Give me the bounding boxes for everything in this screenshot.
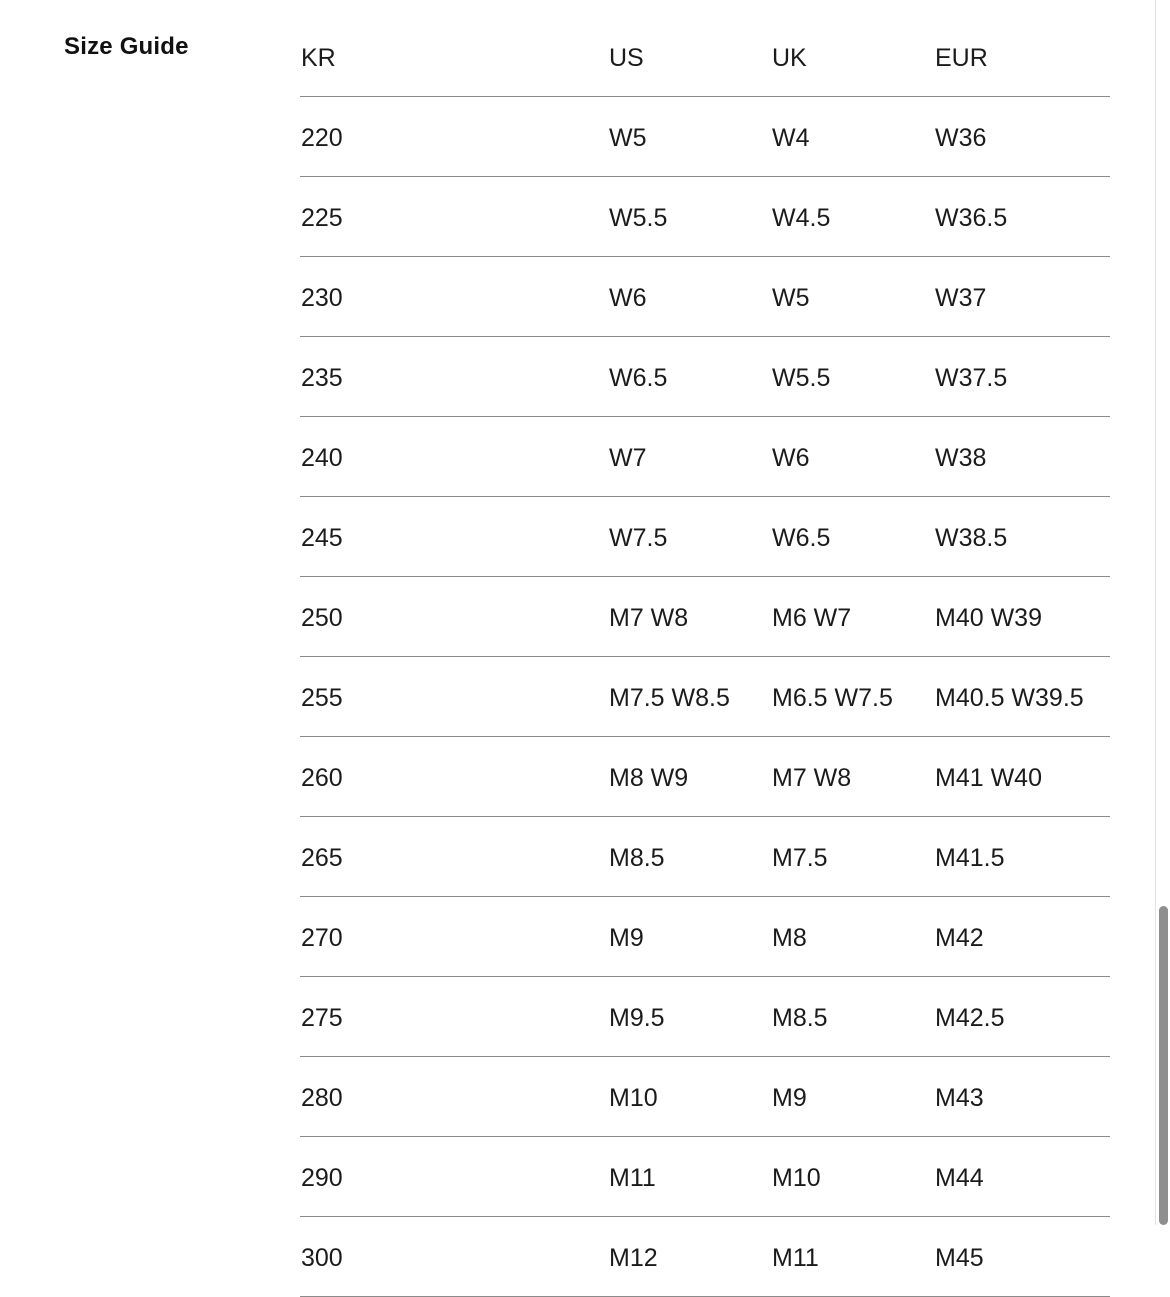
cell-us: M7.5 W8.5 — [608, 657, 771, 737]
cell-eur: M41.5 — [934, 817, 1110, 897]
cell-uk: W5.5 — [771, 337, 934, 417]
cell-us: M8 W9 — [608, 737, 771, 817]
cell-kr: 265 — [300, 817, 608, 897]
scrollbar-thumb[interactable] — [1159, 906, 1168, 1225]
cell-us: W7 — [608, 417, 771, 497]
table-row — [300, 577, 1110, 657]
cell-uk: M8.5 — [771, 977, 934, 1057]
size-conversion-table — [300, 24, 1110, 1297]
cell-kr: 230 — [300, 257, 608, 337]
cell-eur: W36 — [934, 97, 1110, 177]
cell-kr: 220 — [300, 97, 608, 177]
cell-kr: 225 — [300, 177, 608, 257]
cell-uk: M7 W8 — [771, 737, 934, 817]
page-title: Size Guide — [64, 33, 189, 60]
table-row — [300, 417, 1110, 497]
cell-uk: W4 — [771, 97, 934, 177]
cell-us: M12 — [608, 1217, 771, 1297]
cell-eur: M40.5 W39.5 — [934, 657, 1110, 737]
cell-us: M9 — [608, 897, 771, 977]
table-row — [300, 1217, 1110, 1297]
table-row — [300, 817, 1110, 897]
cell-kr: 255 — [300, 657, 608, 737]
cell-eur: W38 — [934, 417, 1110, 497]
cell-kr: 300 — [300, 1217, 608, 1297]
cell-uk: M7.5 — [771, 817, 934, 897]
cell-eur: W37 — [934, 257, 1110, 337]
cell-uk: W6.5 — [771, 497, 934, 577]
cell-kr: 250 — [300, 577, 608, 657]
cell-us: M9.5 — [608, 977, 771, 1057]
cell-us: M10 — [608, 1057, 771, 1137]
column-header-eur: EUR — [934, 24, 1110, 97]
cell-uk: M8 — [771, 897, 934, 977]
cell-eur: M40 W39 — [934, 577, 1110, 657]
size-guide-table-container — [300, 24, 1110, 1297]
table-row — [300, 177, 1110, 257]
cell-us: M11 — [608, 1137, 771, 1217]
cell-us: M7 W8 — [608, 577, 771, 657]
cell-uk: W6 — [771, 417, 934, 497]
table-row — [300, 1057, 1110, 1137]
table-header-row — [300, 24, 1110, 97]
table-row — [300, 97, 1110, 177]
cell-eur: M44 — [934, 1137, 1110, 1217]
cell-us: W6.5 — [608, 337, 771, 417]
cell-kr: 290 — [300, 1137, 608, 1217]
table-body — [300, 97, 1110, 1297]
table-row — [300, 657, 1110, 737]
cell-eur: W37.5 — [934, 337, 1110, 417]
cell-eur: M45 — [934, 1217, 1110, 1297]
cell-eur: M42 — [934, 897, 1110, 977]
cell-eur: M41 W40 — [934, 737, 1110, 817]
column-header-kr: KR — [300, 24, 608, 97]
cell-us: W6 — [608, 257, 771, 337]
cell-uk: M6 W7 — [771, 577, 934, 657]
cell-us: W5.5 — [608, 177, 771, 257]
table-row — [300, 257, 1110, 337]
vertical-scrollbar[interactable] — [1155, 0, 1170, 1225]
cell-uk: W5 — [771, 257, 934, 337]
table-header — [300, 24, 1110, 97]
cell-eur: M43 — [934, 1057, 1110, 1137]
cell-uk: W4.5 — [771, 177, 934, 257]
cell-us: W7.5 — [608, 497, 771, 577]
cell-kr: 275 — [300, 977, 608, 1057]
column-header-uk: UK — [771, 24, 934, 97]
column-header-us: US — [608, 24, 771, 97]
cell-uk: M10 — [771, 1137, 934, 1217]
cell-uk: M6.5 W7.5 — [771, 657, 934, 737]
cell-eur: W38.5 — [934, 497, 1110, 577]
table-row — [300, 1137, 1110, 1217]
cell-kr: 235 — [300, 337, 608, 417]
cell-eur: M42.5 — [934, 977, 1110, 1057]
table-row — [300, 337, 1110, 417]
table-row — [300, 897, 1110, 977]
cell-kr: 270 — [300, 897, 608, 977]
cell-kr: 240 — [300, 417, 608, 497]
cell-eur: W36.5 — [934, 177, 1110, 257]
cell-uk: M9 — [771, 1057, 934, 1137]
cell-kr: 280 — [300, 1057, 608, 1137]
table-row — [300, 977, 1110, 1057]
cell-us: W5 — [608, 97, 771, 177]
cell-kr: 245 — [300, 497, 608, 577]
table-row — [300, 497, 1110, 577]
cell-us: M8.5 — [608, 817, 771, 897]
cell-uk: M11 — [771, 1217, 934, 1297]
table-row — [300, 737, 1110, 817]
cell-kr: 260 — [300, 737, 608, 817]
